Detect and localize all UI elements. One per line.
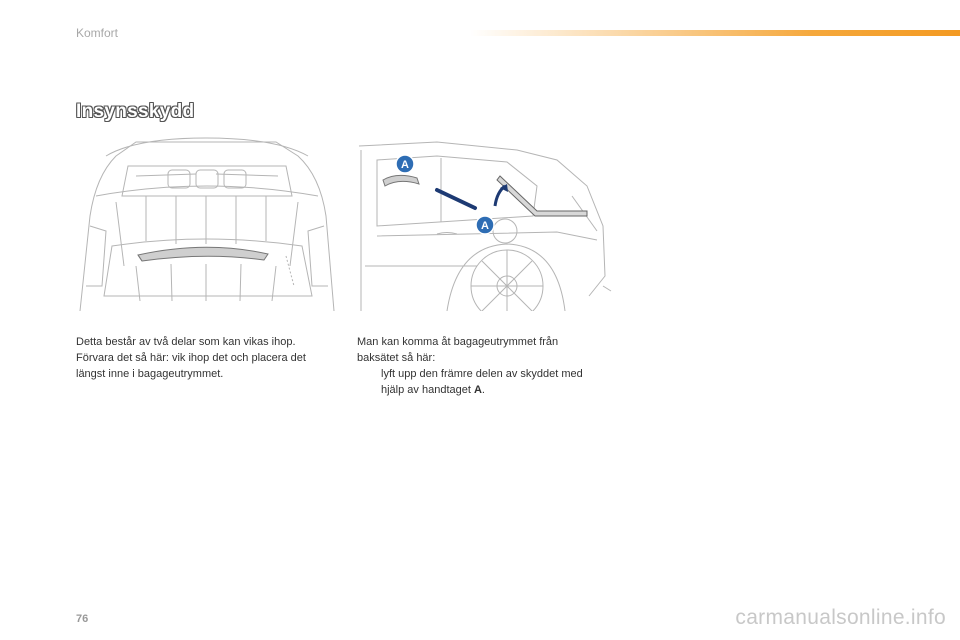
left-description: [76, 334, 346, 382]
header-accent-bar: [470, 30, 960, 36]
left-line-2: Förvara det så här: vik ihop det och placera det: [76, 352, 306, 364]
bullet-symbol: [357, 366, 381, 382]
left-line-1: Detta består av två delar som kan vikas ihop.: [76, 336, 296, 348]
page-number: 76: [76, 613, 89, 625]
watermark: carmanualsonline.info: [735, 606, 946, 629]
page-title: Insynsskydd: [76, 101, 195, 122]
trunk-illustration: [76, 136, 338, 311]
bullet-item-cont: [357, 382, 622, 398]
bullet-line-1: lyft upp den främre delen av skyddet med: [381, 368, 583, 380]
bullet-item: [357, 366, 622, 382]
right-line-2: baksätet så här:: [357, 352, 436, 364]
right-description: [357, 334, 622, 398]
bullet-line-2: hjälp av handtaget A.: [381, 384, 485, 396]
right-line-1: Man kan komma åt bagageutrymmet från: [357, 336, 559, 348]
car-side-illustration: [357, 136, 615, 311]
callout-a-top: A: [401, 159, 409, 171]
section-label: Komfort: [76, 26, 119, 40]
left-line-3: längst inne i bagageutrymmet.: [76, 368, 224, 380]
callout-a-bottom: A: [481, 220, 489, 232]
handle-ref: A: [473, 384, 482, 396]
